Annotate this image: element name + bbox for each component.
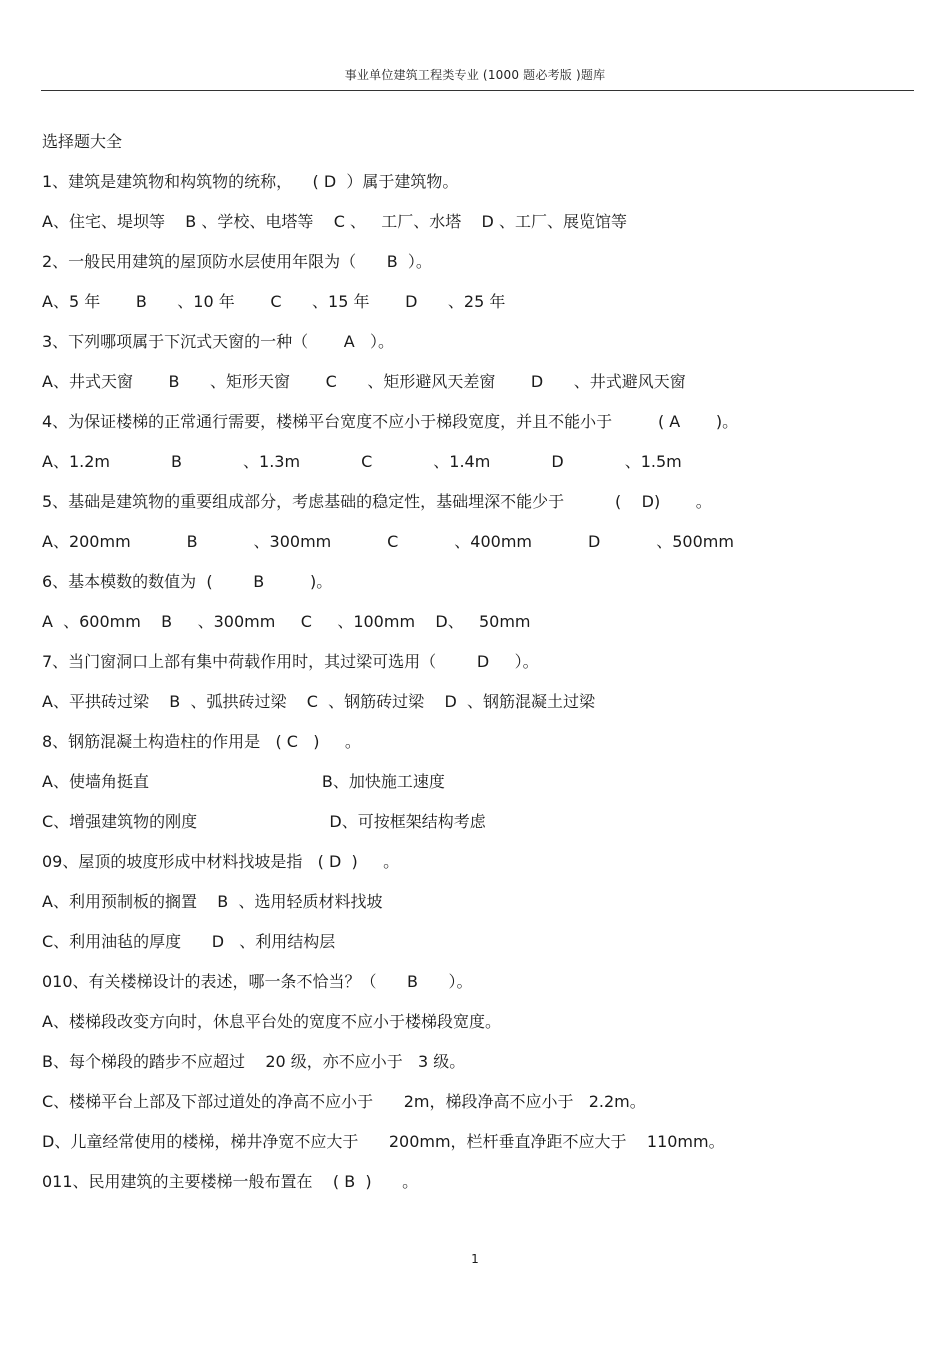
question-7-options: A、平拱砖过梁 B 、弧拱砖过梁 C 、钢筋砖过梁 D 、钢筋混凝土过梁 xyxy=(42,692,595,711)
question-5: 5、基础是建筑物的重要组成部分，考虑基础的稳定性，基础埋深不能少于 ( D) 。 xyxy=(42,492,712,511)
section-title: 选择题大全 xyxy=(42,132,123,151)
question-10: 010、有关楼梯设计的表述，哪一条不恰当？（ B ）。 xyxy=(42,972,473,991)
question-8-options-cd: C、增强建筑物的刚度 D、可按框架结构考虑 xyxy=(42,812,486,831)
question-8-options-ab: A、使墙角挺直 B、加快施工速度 xyxy=(42,772,445,791)
question-9-options-cd: C、利用油毡的厚度 D 、利用结构层 xyxy=(42,932,336,951)
question-1-options: A、住宅、堤坝等 B 、学校、电塔等 C 、 工厂、水塔 D 、工厂、展览馆等 xyxy=(42,212,627,231)
question-4-options: A、1.2m B 、1.3m C 、1.4m D 、1.5m xyxy=(42,452,682,471)
header-divider xyxy=(41,90,914,91)
question-6: 6、基本模数的数值为 ( B )。 xyxy=(42,572,333,591)
question-5-options: A、200mm B 、300mm C 、400mm D 、500mm xyxy=(42,532,734,551)
question-10-option-b: B、每个梯段的踏步不应超过 20 级，亦不应小于 3 级。 xyxy=(42,1052,466,1071)
question-4: 4、为保证楼梯的正常通行需要，楼梯平台宽度不应小于梯段宽度，并且不能小于 ( A )。 xyxy=(42,412,739,431)
question-7: 7、当门窗洞口上部有集中荷载作用时，其过梁可选用（ D ）。 xyxy=(42,652,539,671)
question-8: 8、钢筋混凝土构造柱的作用是 ( C ) 。 xyxy=(42,732,361,751)
question-2: 2、一般民用建筑的屋顶防水层使用年限为（ B ）。 xyxy=(42,252,432,271)
question-9: 09、屋顶的坡度形成中材料找坡是指 ( D ) 。 xyxy=(42,852,400,871)
question-6-options: A 、600mm B 、300mm C 、100mm D、 50mm xyxy=(42,612,531,631)
question-10-option-d: D、儿童经常使用的楼梯，梯井净宽不应大于 200mm，栏杆垂直净距不应大于 110mm。 xyxy=(42,1132,725,1151)
page-header: 事业单位建筑工程类专业 (1000 题必考版 )题库 xyxy=(344,68,606,82)
question-3: 3、下列哪项属于下沉式天窗的一种（ A ）。 xyxy=(42,332,394,351)
question-10-option-a: A、楼梯段改变方向时，休息平台处的宽度不应小于楼梯段宽度。 xyxy=(42,1012,501,1031)
question-1: 1、建筑是建筑物和构筑物的统称， ( D ）属于建筑物。 xyxy=(42,172,459,191)
question-10-option-c: C、楼梯平台上部及下部过道处的净高不应小于 2m，梯段净高不应小于 2.2m。 xyxy=(42,1092,646,1111)
question-2-options: A、5 年 B 、10 年 C 、15 年 D 、25 年 xyxy=(42,292,506,311)
page-number: 1 xyxy=(471,1252,479,1266)
question-3-options: A、井式天窗 B 、矩形天窗 C 、矩形避风天差窗 D 、井式避风天窗 xyxy=(42,372,686,391)
question-11: 011、民用建筑的主要楼梯一般布置在 ( B ) 。 xyxy=(42,1172,419,1191)
question-9-options-ab: A、利用预制板的搁置 B 、选用轻质材料找坡 xyxy=(42,892,383,911)
document-body xyxy=(42,128,902,1208)
